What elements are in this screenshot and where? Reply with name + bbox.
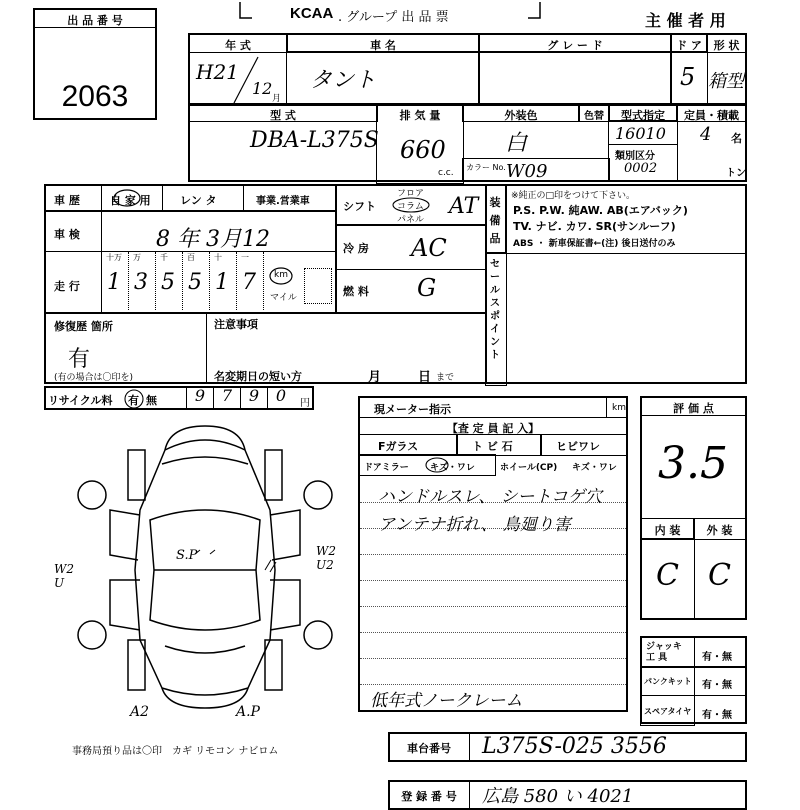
shift-block	[335, 184, 487, 314]
shift-value: AT	[449, 194, 479, 219]
mileage-digit-cell	[156, 252, 183, 310]
mileage-mile: マイル	[270, 293, 297, 303]
tobi-ishi: ト ビ 石	[472, 440, 513, 453]
organizer-label: 主 催 者 用	[645, 11, 726, 30]
mileage-digit: 3	[134, 270, 148, 295]
history-block	[44, 184, 337, 314]
inspector-note-1: ハンドルスレ、 シートコゲ穴	[378, 487, 602, 507]
diagram-top-center: S.P	[176, 548, 198, 563]
color-no-value: W09	[506, 161, 548, 182]
rating-label: 評 価 点	[673, 402, 714, 415]
spare-yes-no: 有・無	[702, 710, 732, 721]
shape-value: 箱型	[708, 71, 744, 92]
color-change-label: 色替	[584, 111, 604, 122]
door-mirror-options: キズ・ワレ	[430, 463, 475, 473]
mileage-unit-label: 百	[187, 253, 195, 262]
repair-block	[44, 312, 487, 384]
wheel-label: ホイール(CP)	[500, 463, 558, 473]
mileage-digit-cell	[102, 252, 129, 310]
spare-label: スペアタイヤ	[644, 707, 692, 716]
mileage-digit-cell	[237, 252, 264, 310]
puncture-yes-no: 有・無	[702, 680, 732, 691]
history-circle	[112, 188, 142, 208]
diagram-bottom-right: A.P	[236, 704, 260, 720]
mileage-label: 走 行	[54, 280, 80, 293]
car-name-value: タント	[310, 68, 377, 93]
diagram-bottom-left: A2	[130, 704, 150, 720]
inspector-block	[358, 396, 628, 712]
shift-panel: パネル	[397, 215, 425, 225]
sales-point-label: セ ー ル ス ポ イ ン ト	[490, 259, 500, 361]
jack-yes-no: 有・無	[702, 652, 732, 663]
recycle-label: リサイクル料	[48, 394, 113, 407]
equipment-line3: ABS ・ 新車保証書←(注) 後日送付のみ	[513, 239, 676, 249]
recycle-block	[44, 386, 314, 410]
exterior-color-value: 白	[505, 131, 528, 156]
meter-label: 現メーター指示	[374, 403, 451, 416]
recycle-unit: 円	[300, 398, 310, 409]
tools-block	[640, 636, 747, 724]
displacement-label: 排 気 量	[399, 109, 441, 122]
notes-day: 日	[418, 370, 432, 385]
fuel-value: G	[417, 274, 437, 302]
color-no-label: カラー No.	[466, 163, 506, 172]
notes-until: まで	[436, 373, 455, 383]
vehicle-info-row1	[188, 33, 747, 105]
type-spec-value: 16010	[615, 124, 666, 143]
mileage-unit-label: 一	[241, 253, 249, 262]
class-value: 0002	[624, 161, 658, 176]
recycle-digit: 0	[267, 386, 294, 410]
shift-floor: フロア	[397, 189, 425, 199]
puncture-label: パンクキット	[644, 677, 692, 686]
rating-block	[640, 396, 747, 620]
chassis-value: L375S-025 3556	[482, 734, 667, 759]
shape-label: 形 状	[713, 39, 740, 52]
mileage-unit-label: 十	[214, 253, 222, 262]
load-unit: トン	[726, 168, 746, 179]
equipment-label: 装 備 品	[489, 196, 501, 245]
exterior-label: 外 装	[706, 524, 733, 537]
car-diagram	[70, 420, 340, 710]
capacity-unit: 名	[731, 132, 742, 145]
recycle-digit: 9	[240, 386, 267, 410]
mileage-digit-cell	[129, 252, 156, 310]
ac-value: AC	[411, 234, 447, 262]
inspector-note-3: 低年式ノークレーム	[370, 691, 523, 711]
repair-value: 有	[68, 347, 91, 372]
equipment-note: ※純正の□印をつけて下さい。	[511, 191, 636, 201]
equipment-line1: P.S. P.W. 純AW. AB(エアバック)	[513, 204, 688, 217]
lot-number-value: 2063	[61, 80, 129, 113]
registration-value: 広島 580 い 4021	[482, 786, 634, 807]
history-private: 自 家 用	[110, 194, 151, 207]
month-unit: 月	[272, 94, 282, 104]
mileage-digit: 7	[242, 270, 256, 295]
equipment-block	[485, 184, 747, 384]
history-business: 事業.営業車	[256, 196, 310, 207]
inspection-value: 8 年 3月12	[156, 227, 270, 252]
jack-label: ジャッキ 工 具	[646, 642, 682, 663]
mileage-digit-cell	[210, 252, 237, 310]
mileage-unit-label: 十万	[106, 253, 122, 262]
repair-label: 修復歴 箇所	[54, 320, 113, 333]
mileage-digit: 5	[161, 270, 175, 295]
interior-value: C	[656, 558, 679, 593]
grade-label: グ レ ー ド	[547, 39, 603, 52]
inspection-label: 車 検	[54, 228, 80, 241]
meter-unit: km	[612, 403, 626, 413]
notes-short-label: 名変期日の短い方	[214, 370, 302, 383]
diagram-right: W2 U2	[316, 544, 336, 572]
hibi-ware: ヒビワレ	[556, 440, 600, 453]
shift-column: コラム	[397, 202, 424, 212]
history-label: 車 歴	[54, 194, 80, 207]
recycle-digit: 7	[213, 386, 240, 410]
capacity-value: 4	[700, 124, 712, 145]
year-label: 年 式	[225, 39, 251, 52]
wheel-options: キズ・ワレ	[572, 463, 617, 473]
diagram-left: W2 U	[54, 562, 74, 590]
mileage-digit: 1	[107, 270, 121, 295]
inspector-header: 【査 定 員 記 入】	[446, 422, 540, 435]
chassis-label: 車台番号	[407, 742, 451, 755]
mileage-unit-label: 千	[160, 253, 168, 262]
registration-label: 登 録 番 号	[401, 790, 457, 803]
ac-label: 冷 房	[343, 242, 369, 255]
mirror-circle	[424, 456, 450, 474]
inspector-note-2: アンテナ折れ、 鳥廻り害	[378, 515, 571, 535]
year-value: H21	[196, 60, 239, 84]
mileage-km: km	[274, 270, 288, 280]
recycle-yes: 有	[128, 394, 139, 407]
form-title: . グループ 出 品 票	[338, 10, 449, 25]
f-glass: Fガラス	[378, 440, 419, 453]
class-label: 類別区分	[615, 151, 655, 162]
recycle-amount	[186, 386, 296, 410]
mileage-digit: 5	[188, 270, 202, 295]
displacement-unit: c.c.	[438, 168, 454, 178]
mileage-digit: 1	[215, 270, 229, 295]
mileage-unit-label: 万	[133, 253, 141, 262]
capacity-label: 定員・積載	[684, 109, 739, 122]
mileage-digit-cell	[183, 252, 210, 310]
car-name-label: 車 名	[370, 39, 396, 52]
equipment-line2: TV. ナビ. カワ. SR(サンルーフ)	[513, 220, 676, 233]
door-mirror: ドアミラー	[364, 463, 409, 473]
lot-number-box	[33, 8, 157, 120]
model-label: 型 式	[270, 109, 296, 122]
recycle-yes-circle	[123, 388, 145, 410]
notes-month: 月	[368, 370, 382, 385]
lot-number-label: 出 品 番 号	[67, 14, 123, 27]
notes-label: 注意事項	[214, 318, 258, 331]
fuel-label: 燃 料	[343, 285, 369, 298]
month-value: 12	[252, 79, 273, 98]
history-rental: レン タ	[180, 194, 217, 207]
recycle-no: 無	[146, 394, 157, 407]
office-items-note: 事務局預り品は〇印 カギ リモコン ナビロム	[72, 746, 279, 757]
vehicle-info-row2	[188, 104, 747, 182]
exterior-color-label: 外装色	[504, 109, 538, 122]
exterior-value: C	[708, 558, 731, 593]
shift-label: シフト	[343, 200, 376, 213]
type-spec-label: 型式指定	[621, 109, 665, 122]
repair-note: (有の場合は〇印を)	[54, 373, 134, 383]
displacement-value: 660	[400, 136, 446, 164]
chassis-block	[388, 732, 747, 762]
interior-label: 内 装	[654, 524, 681, 537]
rating-value: 3.5	[658, 438, 728, 489]
model-value: DBA-L375S	[250, 128, 379, 153]
registration-block	[388, 780, 747, 810]
shift-circle	[391, 196, 431, 214]
kcaa-logo: KCAA	[290, 5, 334, 22]
recycle-digit: 9	[186, 386, 213, 410]
doors-label: ド ア	[676, 39, 702, 52]
doors-value: 5	[680, 63, 696, 91]
